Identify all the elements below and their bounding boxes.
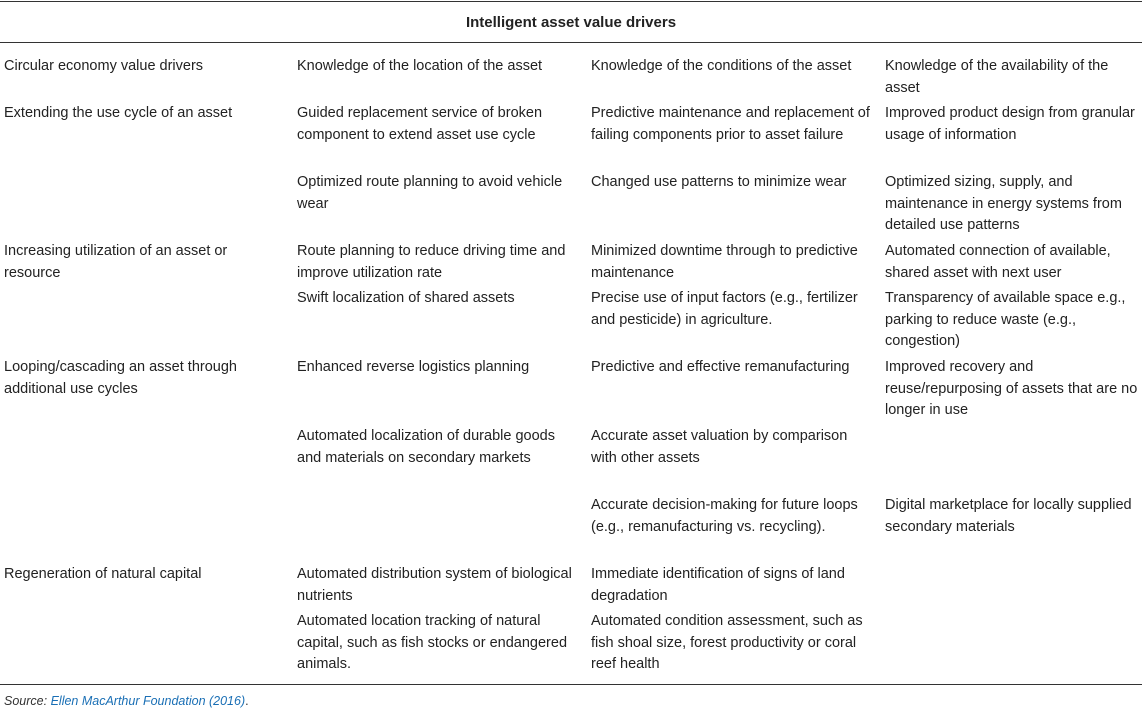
source-note (4, 694, 249, 708)
table-cell: Enhanced reverse logistics planning (297, 359, 530, 375)
table-cell: Optimized route planning to avoid vehicle wear (297, 174, 563, 212)
table-cell: Optimized sizing, supply, and maintenance in energy systems from detailed use patterns (885, 174, 1122, 233)
table-cell: Improved recovery and reuse/repurposing of assets that are no longer in use (885, 359, 1138, 418)
table-header: Intelligent asset value drivers (465, 14, 677, 31)
table-cell: Route planning to reduce driving time and improve utilization rate (297, 243, 566, 281)
table-top-rule (0, 1, 1142, 2)
table-cell: Changed use patterns to minimize wear (591, 174, 847, 190)
column-header-conditions: Knowledge of the conditions of the asset (591, 58, 852, 74)
table-cell: Accurate asset valuation by comparison with other assets (591, 428, 848, 466)
table-cell: Digital marketplace for locally supplied secondary materials (885, 497, 1132, 535)
table-cell: Minimized downtime through to predictive maintenance (591, 243, 858, 281)
table-cell: Automated distribution system of biological nutrients (297, 566, 572, 604)
table-cell: Precise use of input factors (e.g., fertilizer and pesticide) in agriculture. (591, 290, 858, 328)
column-header-location: Knowledge of the location of the asset (297, 58, 543, 74)
row-driver-extending: Extending the use cycle of an asset (4, 105, 233, 121)
table-cell: Transparency of available space e.g., parking to reduce waste (e.g., congestion) (885, 290, 1126, 349)
row-driver-regeneration: Regeneration of natural capital (4, 566, 202, 582)
source-end: . (245, 694, 249, 708)
table-cell: Predictive and effective remanufacturing (591, 359, 850, 375)
column-header-circular: Circular economy value drivers (4, 58, 204, 74)
table-cell: Improved product design from granular usage of information (885, 105, 1135, 143)
table-cell: Accurate decision-making for future loops (e.g., remanufacturing vs. recycling). (591, 497, 858, 535)
source-reference-link[interactable]: Ellen MacArthur Foundation (2016) (50, 694, 246, 708)
column-header-availability: Knowledge of the availability of the asset (885, 58, 1109, 96)
table-cell: Guided replacement service of broken component to extend asset use cycle (297, 105, 543, 143)
table-cell: Automated condition assessment, such as fish shoal size, forest productivity or coral reef health (591, 613, 863, 672)
table-cell: Automated localization of durable goods and materials on secondary markets (297, 428, 555, 466)
row-driver-utilization: Increasing utilization of an asset or resource (4, 243, 228, 281)
row-driver-looping: Looping/cascading an asset through additional use cycles (4, 359, 237, 397)
table-bottom-rule (0, 684, 1142, 685)
table-cell: Swift localization of shared assets (297, 290, 515, 306)
source-label: Source: (4, 694, 48, 708)
table-cell: Automated location tracking of natural capital, such as fish stocks or endangered animals. (297, 613, 568, 672)
table-cell: Predictive maintenance and replacement of failing components prior to asset failure (591, 105, 870, 143)
table-header-rule (0, 42, 1142, 43)
table-cell: Immediate identification of signs of land degradation (591, 566, 845, 604)
table-cell: Automated connection of available, shared asset with next user (885, 243, 1111, 281)
